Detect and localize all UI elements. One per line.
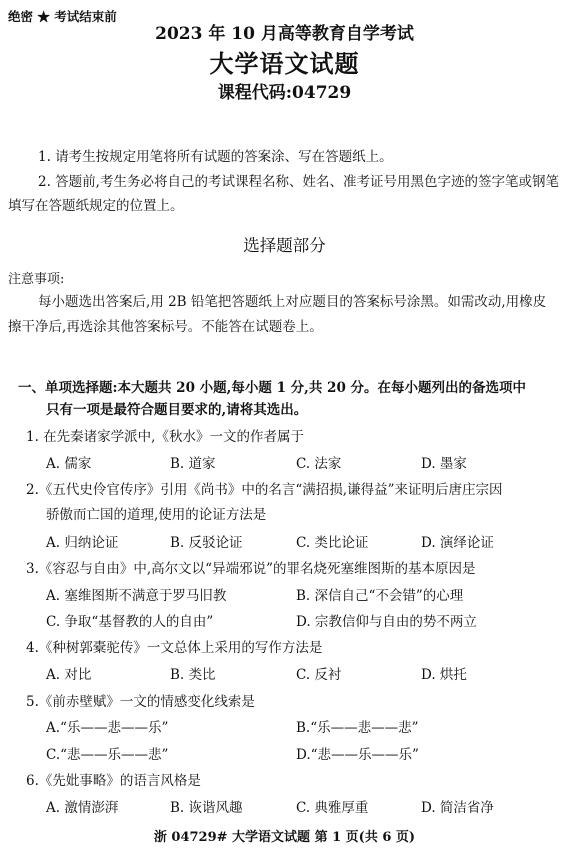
q4-option-a: A. 对比 bbox=[46, 667, 92, 683]
q4-option-c: C. 反衬 bbox=[296, 667, 342, 683]
instruction-1: 1. 请考生按规定用笔将所有试题的答案涂、写在答题纸上。 bbox=[38, 149, 393, 165]
question-2-continued: 骄傲而亡国的道理,使用的论证方法是 bbox=[46, 507, 267, 523]
notes-line-2: 擦干净后,再选涂其他答案标号。不能答在试题卷上。 bbox=[8, 319, 323, 335]
q6-option-b: B. 诙谐风趣 bbox=[170, 800, 243, 816]
notes-line-1: 每小题选出答案后,用 2B 铅笔把答题纸上对应题目的答案标号涂黑。如需改动,用橡皮 bbox=[38, 294, 547, 310]
question-1: 1. 在先秦诸家学派中,《秋水》一文的作者属于 bbox=[26, 429, 304, 445]
q5-option-b: B.“乐——悲——悲” bbox=[296, 720, 419, 736]
part-title-line-1: 一、单项选择题:本大题共 20 小题,每小题 1 分,共 20 分。在每小题列出的备选项中 bbox=[18, 380, 527, 396]
instruction-2-continued: 填写在答题纸规定的位置上。 bbox=[8, 198, 184, 214]
q6-option-a: A. 激情澎湃 bbox=[46, 800, 119, 816]
subject-title: 大学语文试题 bbox=[209, 49, 360, 78]
page-footer: 浙 04729# 大学语文试题 第 1 页(共 6 页) bbox=[153, 830, 416, 845]
q3-option-a: A. 塞维图斯不满意于罗马旧教 bbox=[46, 588, 227, 604]
confidential-label: 绝密 ★ 考试结束前 bbox=[8, 9, 117, 24]
exam-title: 2023 年 10 月高等教育自学考试 bbox=[155, 24, 414, 44]
q1-option-b: B. 道家 bbox=[170, 456, 216, 472]
q6-option-c: C. 典雅厚重 bbox=[296, 800, 369, 816]
part-title-line-2: 只有一项是最符合题目要求的,请将其选出。 bbox=[46, 402, 308, 418]
question-6: 6.《先妣事略》的语言风格是 bbox=[26, 773, 201, 789]
q5-option-c: C.“悲——乐——悲” bbox=[46, 747, 169, 763]
q3-option-b: B. 深信自己“不会错”的心理 bbox=[296, 588, 464, 604]
question-4: 4.《种树郭橐驼传》一文总体上采用的写作方法是 bbox=[26, 640, 323, 656]
question-3: 3.《容忍与自由》中,高尔文以“异端邪说”的罪名烧死塞维图斯的基本原因是 bbox=[26, 561, 476, 577]
q4-option-d: D. 烘托 bbox=[421, 667, 467, 683]
notes-title: 注意事项: bbox=[8, 272, 65, 287]
question-5: 5.《前赤壁赋》一文的情感变化线索是 bbox=[26, 694, 255, 710]
course-code: 课程代码:04729 bbox=[217, 83, 352, 103]
q1-option-d: D. 墨家 bbox=[421, 456, 467, 472]
q5-option-d: D.“悲——乐——乐” bbox=[296, 747, 419, 763]
q2-option-b: B. 反驳论证 bbox=[170, 535, 243, 551]
q2-option-a: A. 归纳论证 bbox=[46, 535, 119, 551]
q3-option-c: C. 争取“基督教的人的自由” bbox=[46, 614, 214, 630]
instruction-2: 2. 答题前,考生务必将自己的考试课程名称、姓名、准考证号用黑色字迹的签字笔或钢笔 bbox=[38, 174, 559, 190]
q4-option-b: B. 类比 bbox=[170, 667, 216, 683]
q5-option-a: A.“乐——悲——乐” bbox=[46, 720, 169, 736]
q1-option-a: A. 儒家 bbox=[46, 456, 92, 472]
section-title: 选择题部分 bbox=[243, 236, 326, 255]
q2-option-c: C. 类比论证 bbox=[296, 535, 369, 551]
q1-option-c: C. 法家 bbox=[296, 456, 342, 472]
q6-option-d: D. 简洁省净 bbox=[421, 800, 494, 816]
question-2: 2.《五代史伶官传序》引用《尚书》中的名言“满招损,谦得益”来证明后唐庄宗因 bbox=[26, 482, 503, 498]
q3-option-d: D. 宗教信仰与自由的势不两立 bbox=[296, 614, 477, 630]
q2-option-d: D. 演绎论证 bbox=[421, 535, 494, 551]
